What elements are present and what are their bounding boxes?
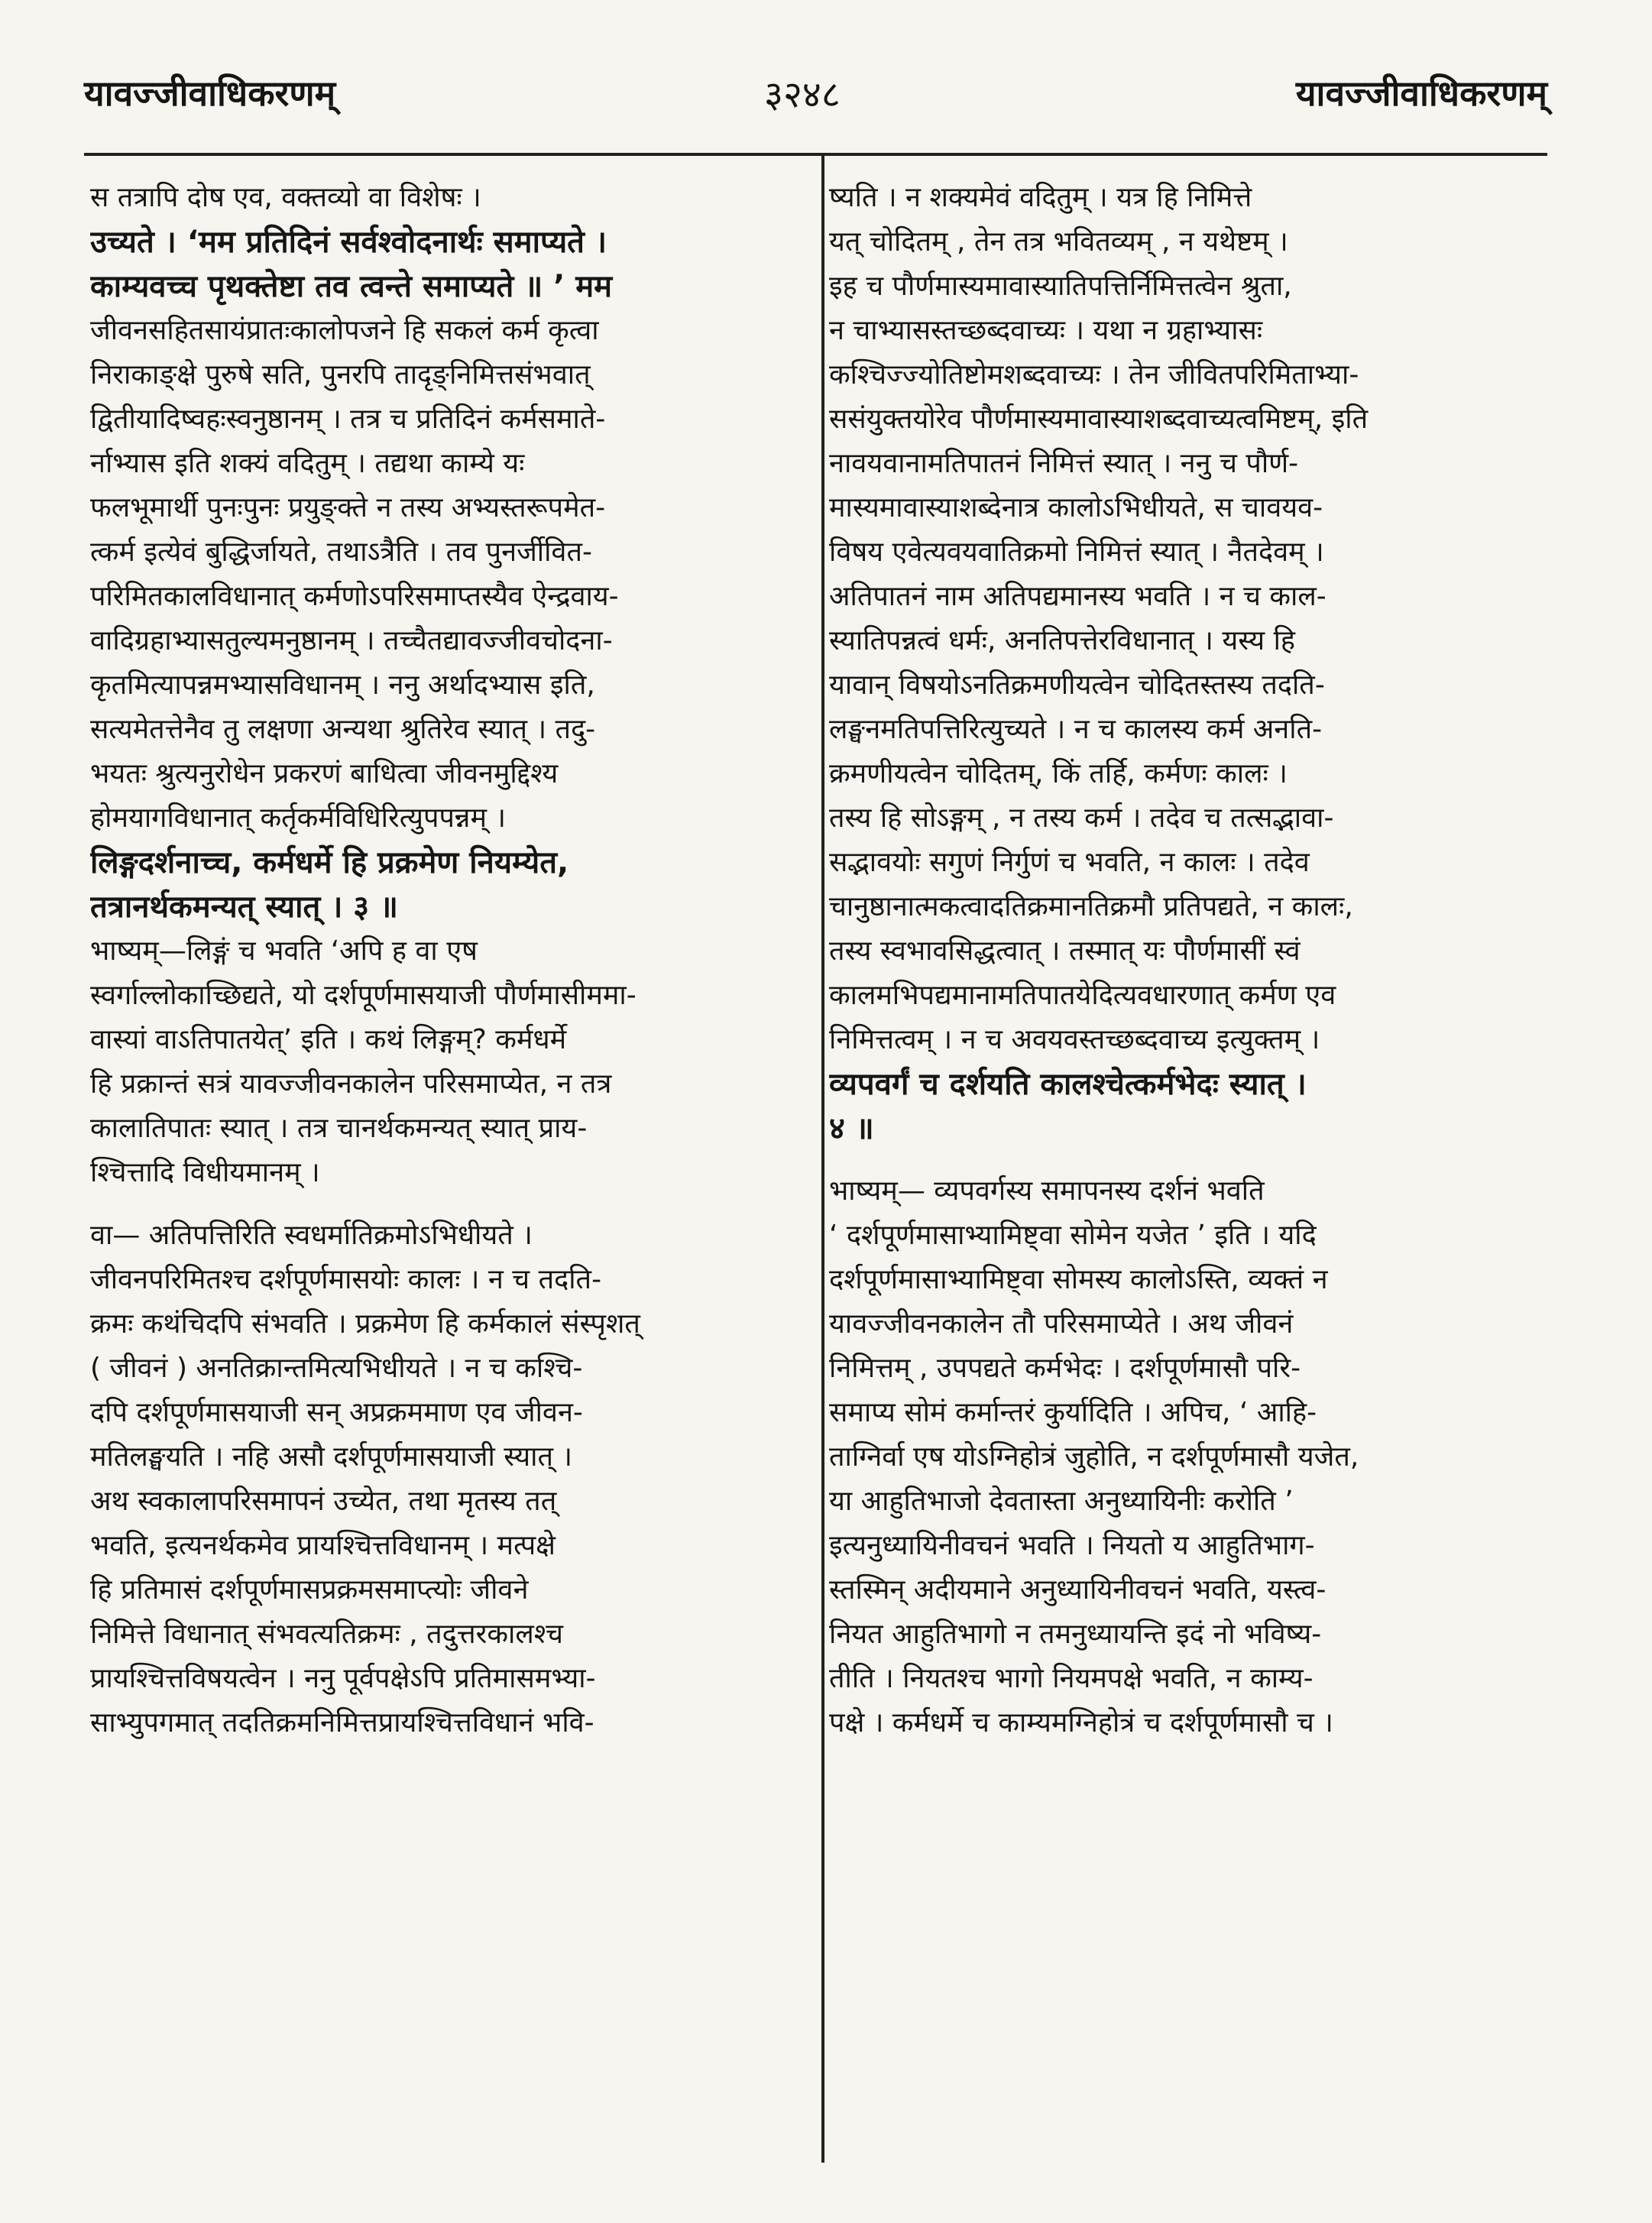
text-line: मतिलङ्घयति । नहि असौ दर्शपूर्णमासयाजी स्यात् । bbox=[90, 1441, 573, 1473]
text-line: दर्शपूर्णमासाभ्यामिष्ट्वा सोमस्य कालोऽस्ति, व्यक्तं न bbox=[829, 1264, 1328, 1295]
text-line: या आहुतिभाजो देवतास्ता अनुध्यायिनीः करोति ’ bbox=[829, 1486, 1294, 1517]
page-header bbox=[84, 69, 1547, 138]
text-line: कश्चिज्ज्योतिष्टोमशब्दवाच्यः । तेन जीवितपरिमिताभ्या- bbox=[829, 359, 1359, 390]
text-line: ष्यति । न शक्यमेवं वदितुम् । यत्र हि निमित्ते bbox=[829, 182, 1252, 213]
text-line: लिङ्गदर्शनाच्च, कर्मधर्मे हि प्रक्रमेण नियम्येत, bbox=[90, 845, 569, 880]
text-line: क्रमणीयत्वेन चोदितम्, किं तर्हि, कर्मणः कालः । bbox=[829, 758, 1288, 789]
text-line: स्वर्गाल्लोकाच्छिद्यते, यो दर्शपूर्णमासयाजी पौर्णमासीममा- bbox=[90, 980, 637, 1011]
text-line: भाष्यम्— व्यपवर्गस्य समापनस्य दर्शनं भवति bbox=[829, 1175, 1265, 1207]
text-line: हि प्रतिमासं दर्शपूर्णमासप्रक्रमसमाप्त्योः जीवने bbox=[90, 1574, 529, 1606]
text-line: अतिपातनं नाम अतिपद्यमानस्य भवति । न च काल- bbox=[829, 581, 1326, 612]
text-line: त्कर्म इत्येवं बुद्धिर्जायते, तथाऽत्रैति । तव पुनर्जीवित- bbox=[90, 536, 592, 568]
text-line: ताग्निर्वा एष योऽग्निहोत्रं जुहोति, न दर्शपूर्णमासौ यजेत, bbox=[829, 1441, 1359, 1473]
text-line: ( जीवनं ) अनतिक्रान्तमित्यभिधीयते । न च कश्चि- bbox=[90, 1353, 583, 1384]
text-line: निमित्ते विधानात् संभवत्यतिक्रमः , तदुत्तरकालश्च bbox=[90, 1619, 563, 1650]
text-line: चानुष्ठानात्मकत्वादतिक्रमानतिक्रमौ प्रतिपद्यते, न कालः, bbox=[829, 891, 1353, 922]
column-divider bbox=[821, 153, 824, 2163]
text-line bbox=[90, 1195, 808, 1214]
text-line: उच्यते । ‘मम प्रतिदिनं सर्वश्वोदनार्थः समाप्यते । bbox=[90, 225, 607, 260]
text-line: तत्रानर्थकमन्यत् स्यात् । ३ ॥ bbox=[90, 890, 398, 925]
text-line: पक्षे । कर्मधर्मे च काम्यमग्निहोत्रं च दर्शपूर्णमासौ च । bbox=[829, 1707, 1333, 1739]
text-line: यावज्जीवनकालेन तौ परिसमाप्येते । अथ जीवनं bbox=[829, 1308, 1294, 1340]
text-line: हि प्रक्रान्तं सत्रं यावज्जीवनकालेन परिसमाप्येत, न तत्र bbox=[90, 1068, 612, 1100]
text-line: श्चित्तादि विधीयमानम् । bbox=[90, 1157, 320, 1188]
text-line: निमित्तत्वम् । न च अवयवस्तच्छब्दवाच्य इत्युक्तम् । bbox=[829, 1024, 1320, 1055]
text-line: द्वितीयादिष्वहःस्वनुष्ठानम् । तत्र च प्रतिदिनं कर्मसमाते- bbox=[90, 403, 606, 435]
text-line: साभ्युपगमात् तदतिक्रमनिमित्तप्रायश्चित्तविधानं भवि- bbox=[90, 1707, 594, 1739]
page-number: ३२४८ bbox=[764, 73, 841, 116]
text-line: कालातिपातः स्यात् । तत्र चानर्थकमन्यत् स्यात् प्राय- bbox=[90, 1113, 588, 1144]
header-rule bbox=[84, 153, 1547, 156]
left-column bbox=[90, 176, 808, 1745]
text-line: वास्यां वाऽतिपातयेत्’ इति । कथं लिङ्गम्? कर्मधर्मे bbox=[90, 1024, 567, 1055]
text-line: अथ स्वकालापरिसमापनं उच्येत, तथा मृतस्य तत् bbox=[90, 1486, 557, 1517]
text-line: होमयागविधानात् कर्तृकर्मविधिरित्युपपन्नम् । bbox=[90, 802, 507, 834]
text-line: प्रायश्चित्तविषयत्वेन । ननु पूर्वपक्षेऽपि प्रतिमासमभ्या- bbox=[90, 1663, 596, 1694]
text-line: कालमभिपद्यमानामतिपातयेदित्यवधारणात् कर्मण एव bbox=[829, 980, 1336, 1011]
text-line: ४ ॥ bbox=[829, 1111, 874, 1146]
text-line: जीवनपरिमितश्च दर्शपूर्णमासयोः कालः । न च तदति- bbox=[90, 1264, 602, 1295]
text-line: भयतः श्रुत्यनुरोधेन प्रकरणं बाधित्वा जीवनमुद्दिश्य bbox=[90, 758, 559, 789]
text-line: काम्यवच्च पृथक्तेष्टा तव त्वन्ते समाप्यते ॥ ’ मम bbox=[90, 269, 613, 304]
text-line: फलभूमार्थी पुनःपुनः प्रयुङ्क्ते न तस्य अभ्यस्तरूपमेत- bbox=[90, 492, 606, 523]
text-line: यावान् विषयोऽनतिक्रमणीयत्वेन चोदितस्तस्य तदति- bbox=[829, 669, 1325, 701]
text-line: यत् चोदितम् , तेन तत्र भवितव्यम् , न यथेष्टम् । bbox=[829, 226, 1288, 258]
text-line: र्नाभ्यास इति शक्यं वदितुम् । तद्यथा काम्ये यः bbox=[90, 448, 525, 479]
text-line: तीति । नियतश्च भागो नियमपक्षे भवति, न काम्य- bbox=[829, 1663, 1314, 1694]
text-line: स्तस्मिन् अदीयमाने अनुध्यायिनीवचनं भवति, यस्त्व- bbox=[829, 1574, 1326, 1606]
text-line bbox=[829, 1151, 1563, 1169]
running-head-right: यावज्जीवाधिकरणम् bbox=[1295, 73, 1547, 114]
text-line: भवति, इत्यनर्थकमेव प्रायश्चित्तविधानम् । मत्पक्षे bbox=[90, 1530, 556, 1561]
text-line: वादिग्रहाभ्यासतुल्यमनुष्ठानम् । तच्चैतद्यावज्जीवचोदना- bbox=[90, 625, 613, 656]
text-line: वा— अतिपत्तिरिति स्वधर्मातिक्रमोऽभिधीयते । bbox=[90, 1220, 533, 1251]
text-line: ‘ दर्शपूर्णमासाभ्यामिष्ट्वा सोमेन यजेत ’ इति । यदि bbox=[829, 1220, 1317, 1251]
text-line: परिमितकालविधानात् कर्मणोऽपरिसमाप्तस्यैव ऐन्द्रवाय- bbox=[90, 581, 619, 612]
text-line: तस्य हि सोऽङ्गम् , न तस्य कर्म । तदेव च तत्सद्भावा- bbox=[829, 802, 1334, 834]
text-line: सत्यमेतत्तेनैव तु लक्षणा अन्यथा श्रुतिरेव स्यात् । तदु- bbox=[90, 714, 596, 745]
text-line: व्यपवर्गं च दर्शयति कालश्चेत्कर्मभेदः स्यात् । bbox=[829, 1067, 1307, 1102]
text-line: विषय एवेत्यवयवातिक्रमो निमित्तं स्यात् । नैतदेवम् । bbox=[829, 536, 1324, 568]
text-line: क्रमः कथंचिदपि संभवति । प्रक्रमेण हि कर्मकालं संस्पृशत् bbox=[90, 1308, 640, 1340]
text-line: इत्यनुध्यायिनीवचनं भवति । नियतो य आहुतिभाग- bbox=[829, 1530, 1315, 1561]
text-line: समाप्य सोमं कर्मान्तरं कुर्यादिति । अपिच, ‘ आहि- bbox=[829, 1397, 1317, 1428]
text-line: निराकाङ्क्षे पुरुषे सति, पुनरपि तादृङ्निमित्तसंभवात् bbox=[90, 359, 591, 390]
text-line: भाष्यम्—लिङ्गं च भवति ‘अपि ह वा एष bbox=[90, 935, 478, 967]
text-line: निमित्तम् , उपपद्यते कर्मभेदः । दर्शपूर्णमासौ परि- bbox=[829, 1353, 1301, 1384]
text-line: लङ्घनमतिपत्तिरित्युच्यते । न च कालस्य कर्म अनति- bbox=[829, 714, 1323, 745]
text-line: नावयवानामतिपातनं निमित्तं स्यात् । ननु च पौर्ण- bbox=[829, 448, 1299, 479]
text-line: इह च पौर्णमास्यमावास्यातिपत्तिर्निमित्तत्वेन श्रुता, bbox=[829, 271, 1292, 302]
text-line: जीवनसहितसायंप्रातःकालोपजने हि सकलं कर्म कृत्वा bbox=[90, 315, 599, 346]
text-line: स्यातिपन्नत्वं धर्मः, अनतिपत्तेरविधानात् । यस्य हि bbox=[829, 625, 1296, 656]
text-line: तस्य स्वभावसिद्धत्वात् । तस्मात् यः पौर्णमासीं स्वं bbox=[829, 935, 1301, 967]
text-line: कृतमित्यापन्नमभ्यासविधानम् । ननु अर्थादभ्यास इति, bbox=[90, 669, 595, 701]
text-line: मास्यमावास्याशब्देनात्र कालोऽभिधीयते, स चावयव- bbox=[829, 492, 1323, 523]
right-column bbox=[829, 176, 1563, 1745]
text-line: दपि दर्शपूर्णमासयाजी सन् अप्रक्रममाण एव जीवन- bbox=[90, 1397, 583, 1428]
text-line: ससंयुक्तयोरेव पौर्णमास्यमावास्याशब्दवाच्यत्वमिष्टम्, इति bbox=[829, 403, 1369, 435]
text-line: न चाभ्यासस्तच्छब्दवाच्यः । यथा न ग्रहाभ्यासः bbox=[829, 315, 1263, 346]
running-head-left: यावज्जीवाधिकरणम् bbox=[84, 73, 336, 114]
text-line: स तत्रापि दोष एव, वक्तव्यो वा विशेषः । bbox=[90, 182, 481, 213]
text-line: नियत आहुतिभागो न तमनुध्यायन्ति इदं नो भविष्य- bbox=[829, 1619, 1322, 1650]
text-line: सद्भावयोः सगुणं निर्गुणं च भवति, न कालः । तदेव bbox=[829, 847, 1310, 878]
